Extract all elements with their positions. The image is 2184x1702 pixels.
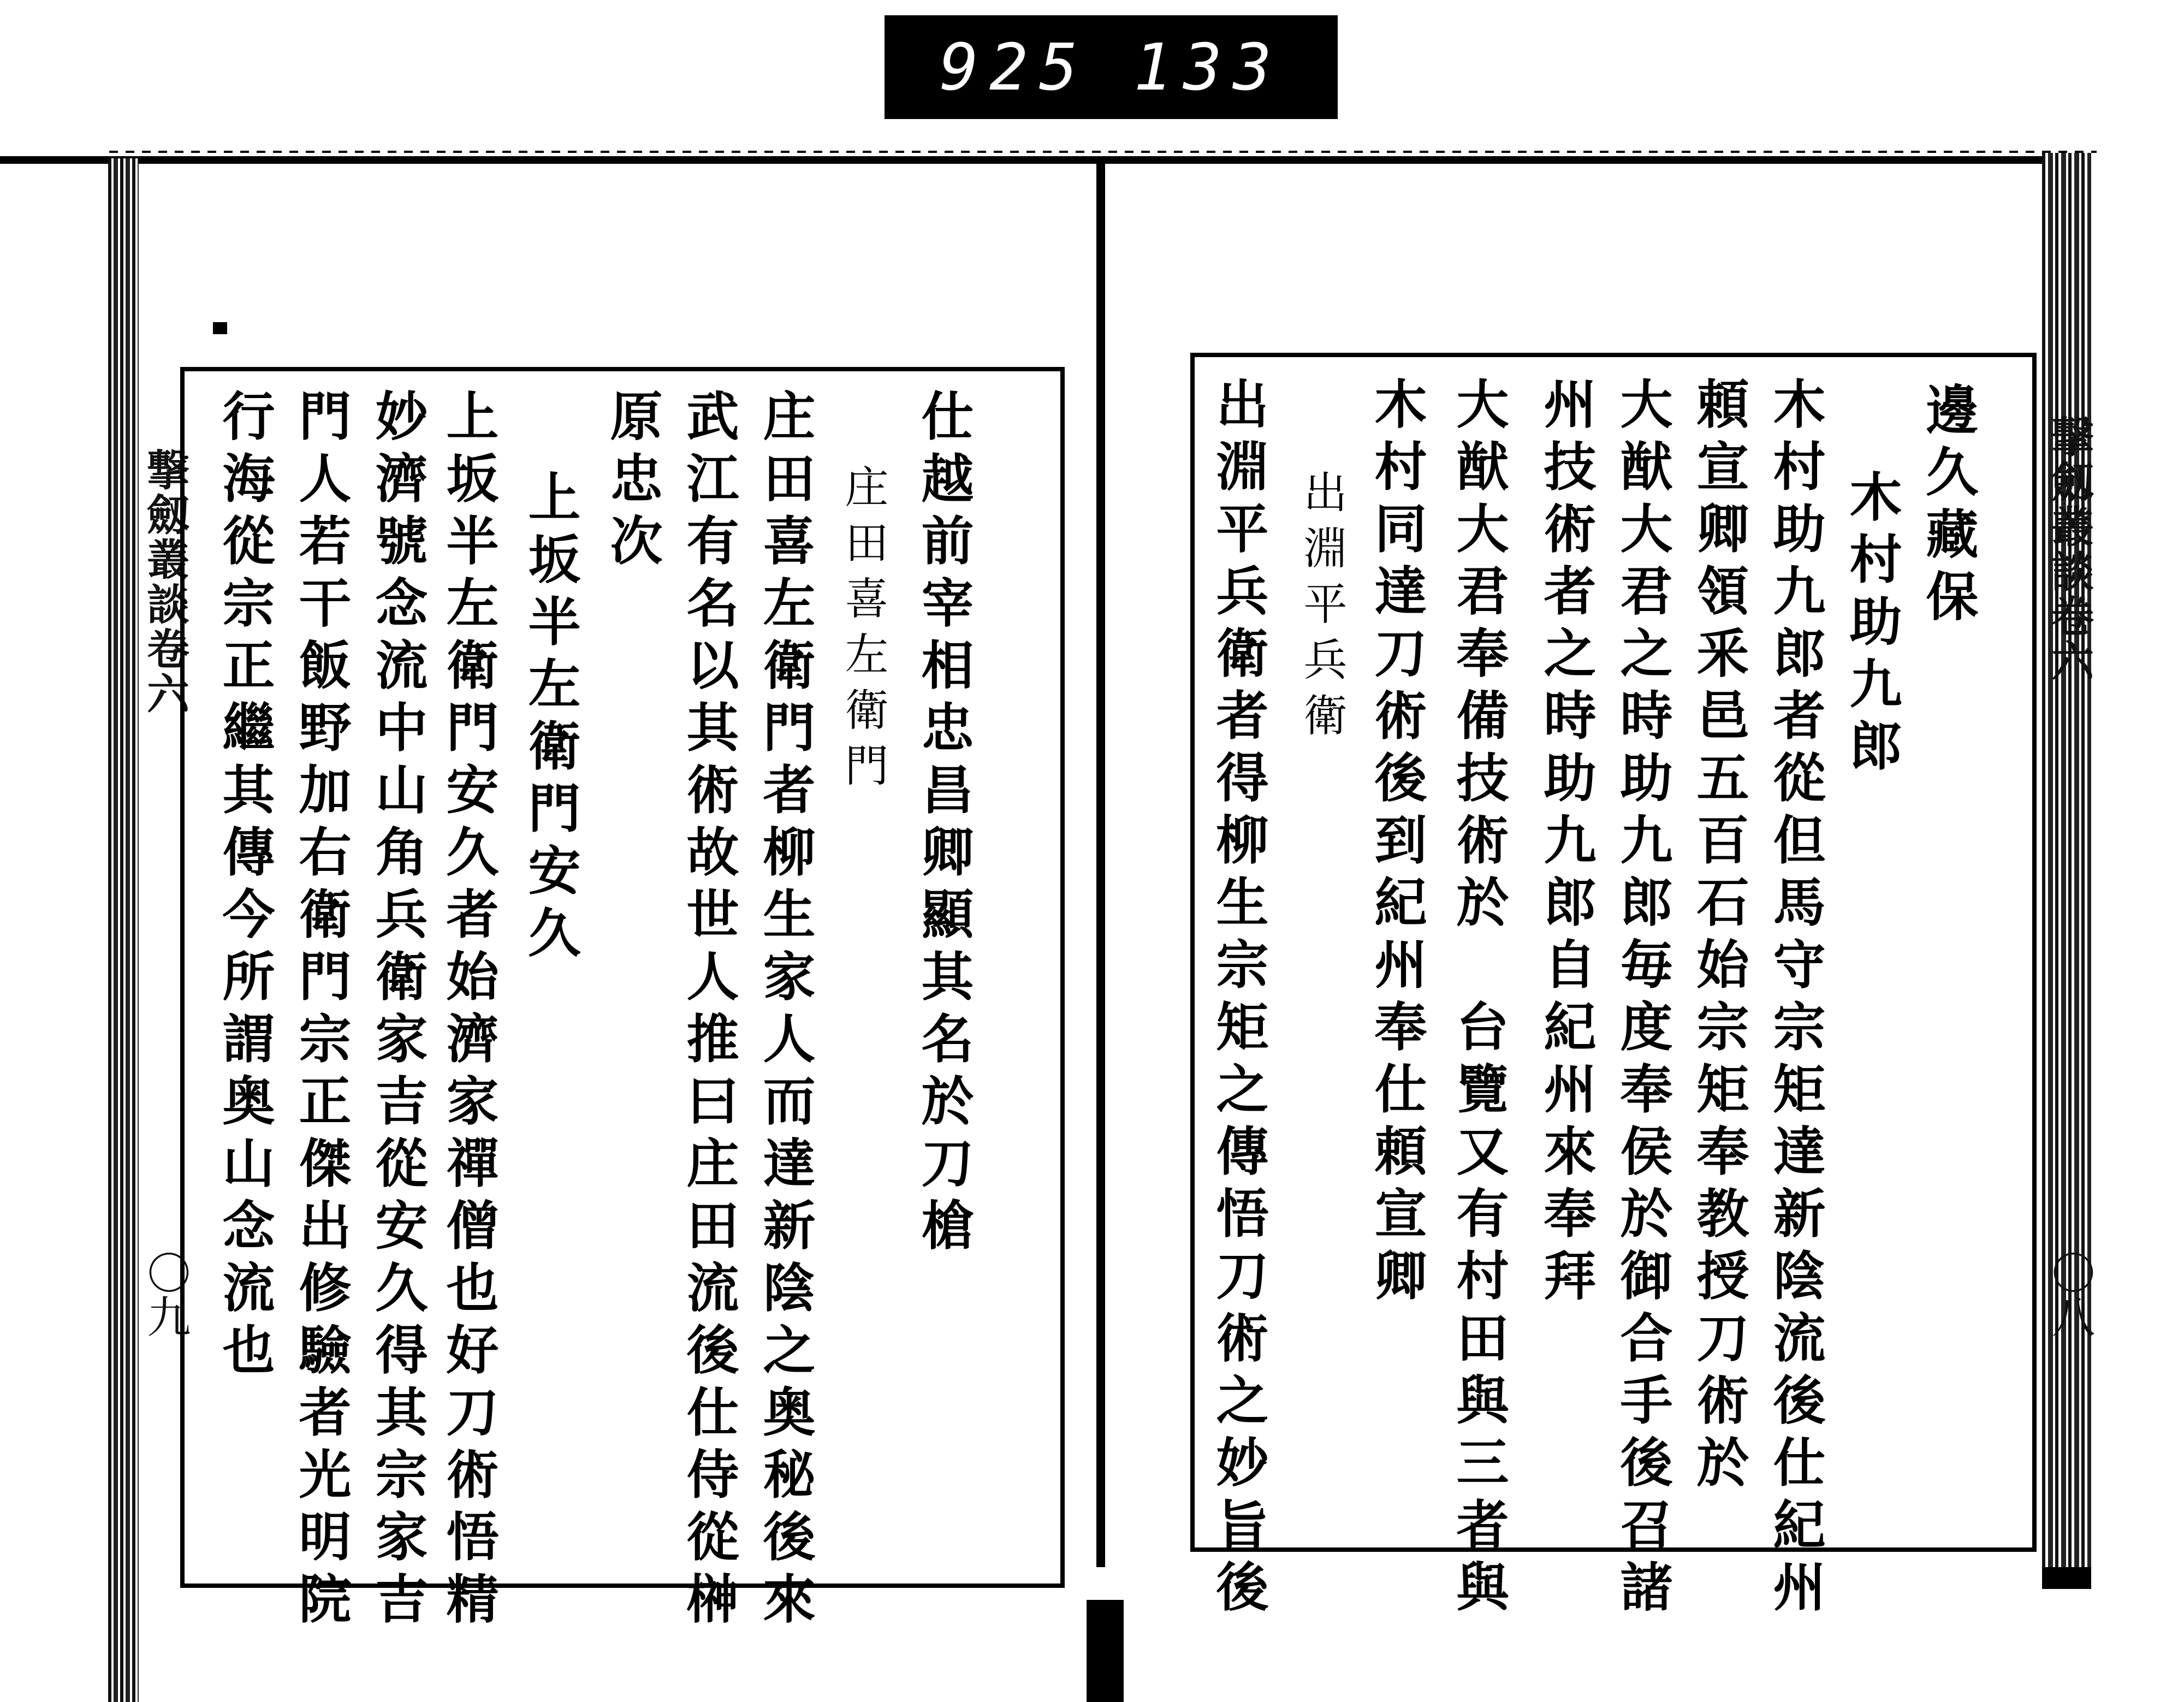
right-col-6: 州技術者之時助九郎自紀州來奉拜 <box>1535 377 1597 1310</box>
left-page-edge <box>108 158 139 1702</box>
right-col-8: 木村同達刀術後到紀州奉仕頼宣卿 <box>1366 377 1428 1310</box>
left-col-8: 妙濟號念流中山角兵衛家吉從安久得其宗家吉 <box>367 389 429 1634</box>
left-col-1: 仕越前宰相忠昌卿顯其名於刀槍 <box>913 389 975 1260</box>
book-top-edge-shadow <box>109 151 2097 153</box>
right-col-9: 出淵平兵衛 <box>1296 470 1347 748</box>
right-col-7: 大猷大君奉備技術於 台覽又有村田與三者與 <box>1448 377 1510 1622</box>
left-col-2: 庄田喜左衛門 <box>838 464 888 798</box>
left-col-3: 庄田喜左衛門者柳生家人而達新陰之奥秘後來 <box>755 389 816 1634</box>
book-gutter <box>1096 158 1105 1567</box>
left-col-6: 上坂半左衛門安久 <box>520 470 581 968</box>
left-col-10: 行海從宗正繼其傳今所謂奥山念流也 <box>214 389 276 1385</box>
catalog-number-label <box>885 15 1338 119</box>
left-col-5: 原忠次 <box>602 389 663 576</box>
catalog-number-left: 925 <box>939 29 1089 105</box>
ink-mark <box>213 322 227 334</box>
right-col-5: 大猷大君之時助九郎毎度奉侯於御合手後召諸 <box>1612 377 1673 1622</box>
left-col-4: 武江有名以其術故世人推曰庄田流後仕侍從榊 <box>678 389 740 1634</box>
book-top-edge <box>0 156 2091 164</box>
right-folio: 〇八 <box>2044 1250 2095 1338</box>
catalog-number-right: 133 <box>1133 29 1283 105</box>
left-col-9: 門人若干飯野加右衛門宗正傑出修驗者光明院 <box>290 389 352 1634</box>
right-col-4: 頼宣卿領釆邑五百石始宗矩奉教授刀術於 <box>1688 377 1750 1497</box>
left-folio: 〇九 <box>140 1250 191 1338</box>
right-col-2: 木村助九郎 <box>1841 470 1903 781</box>
right-running-title: 撃劔叢談卷六 <box>2044 415 2094 684</box>
right-page-edge <box>2042 153 2095 1573</box>
right-col-1: 邊久藏保 <box>1918 382 1979 631</box>
right-col-3: 木村助九郎者從但馬守宗矩達新陰流後仕紀州 <box>1765 377 1826 1622</box>
book-gutter-foot <box>1087 1600 1124 1702</box>
left-running-title: 撃劔叢談卷六 <box>140 448 189 716</box>
right-page-edge-foot <box>2042 1567 2091 1589</box>
right-col-10: 出淵平兵衛者得柳生宗矩之傳悟刀術之妙旨後 <box>1208 377 1269 1622</box>
left-col-7: 上坂半左衛門安久者始濟家禪僧也好刀術悟精 <box>438 389 500 1634</box>
